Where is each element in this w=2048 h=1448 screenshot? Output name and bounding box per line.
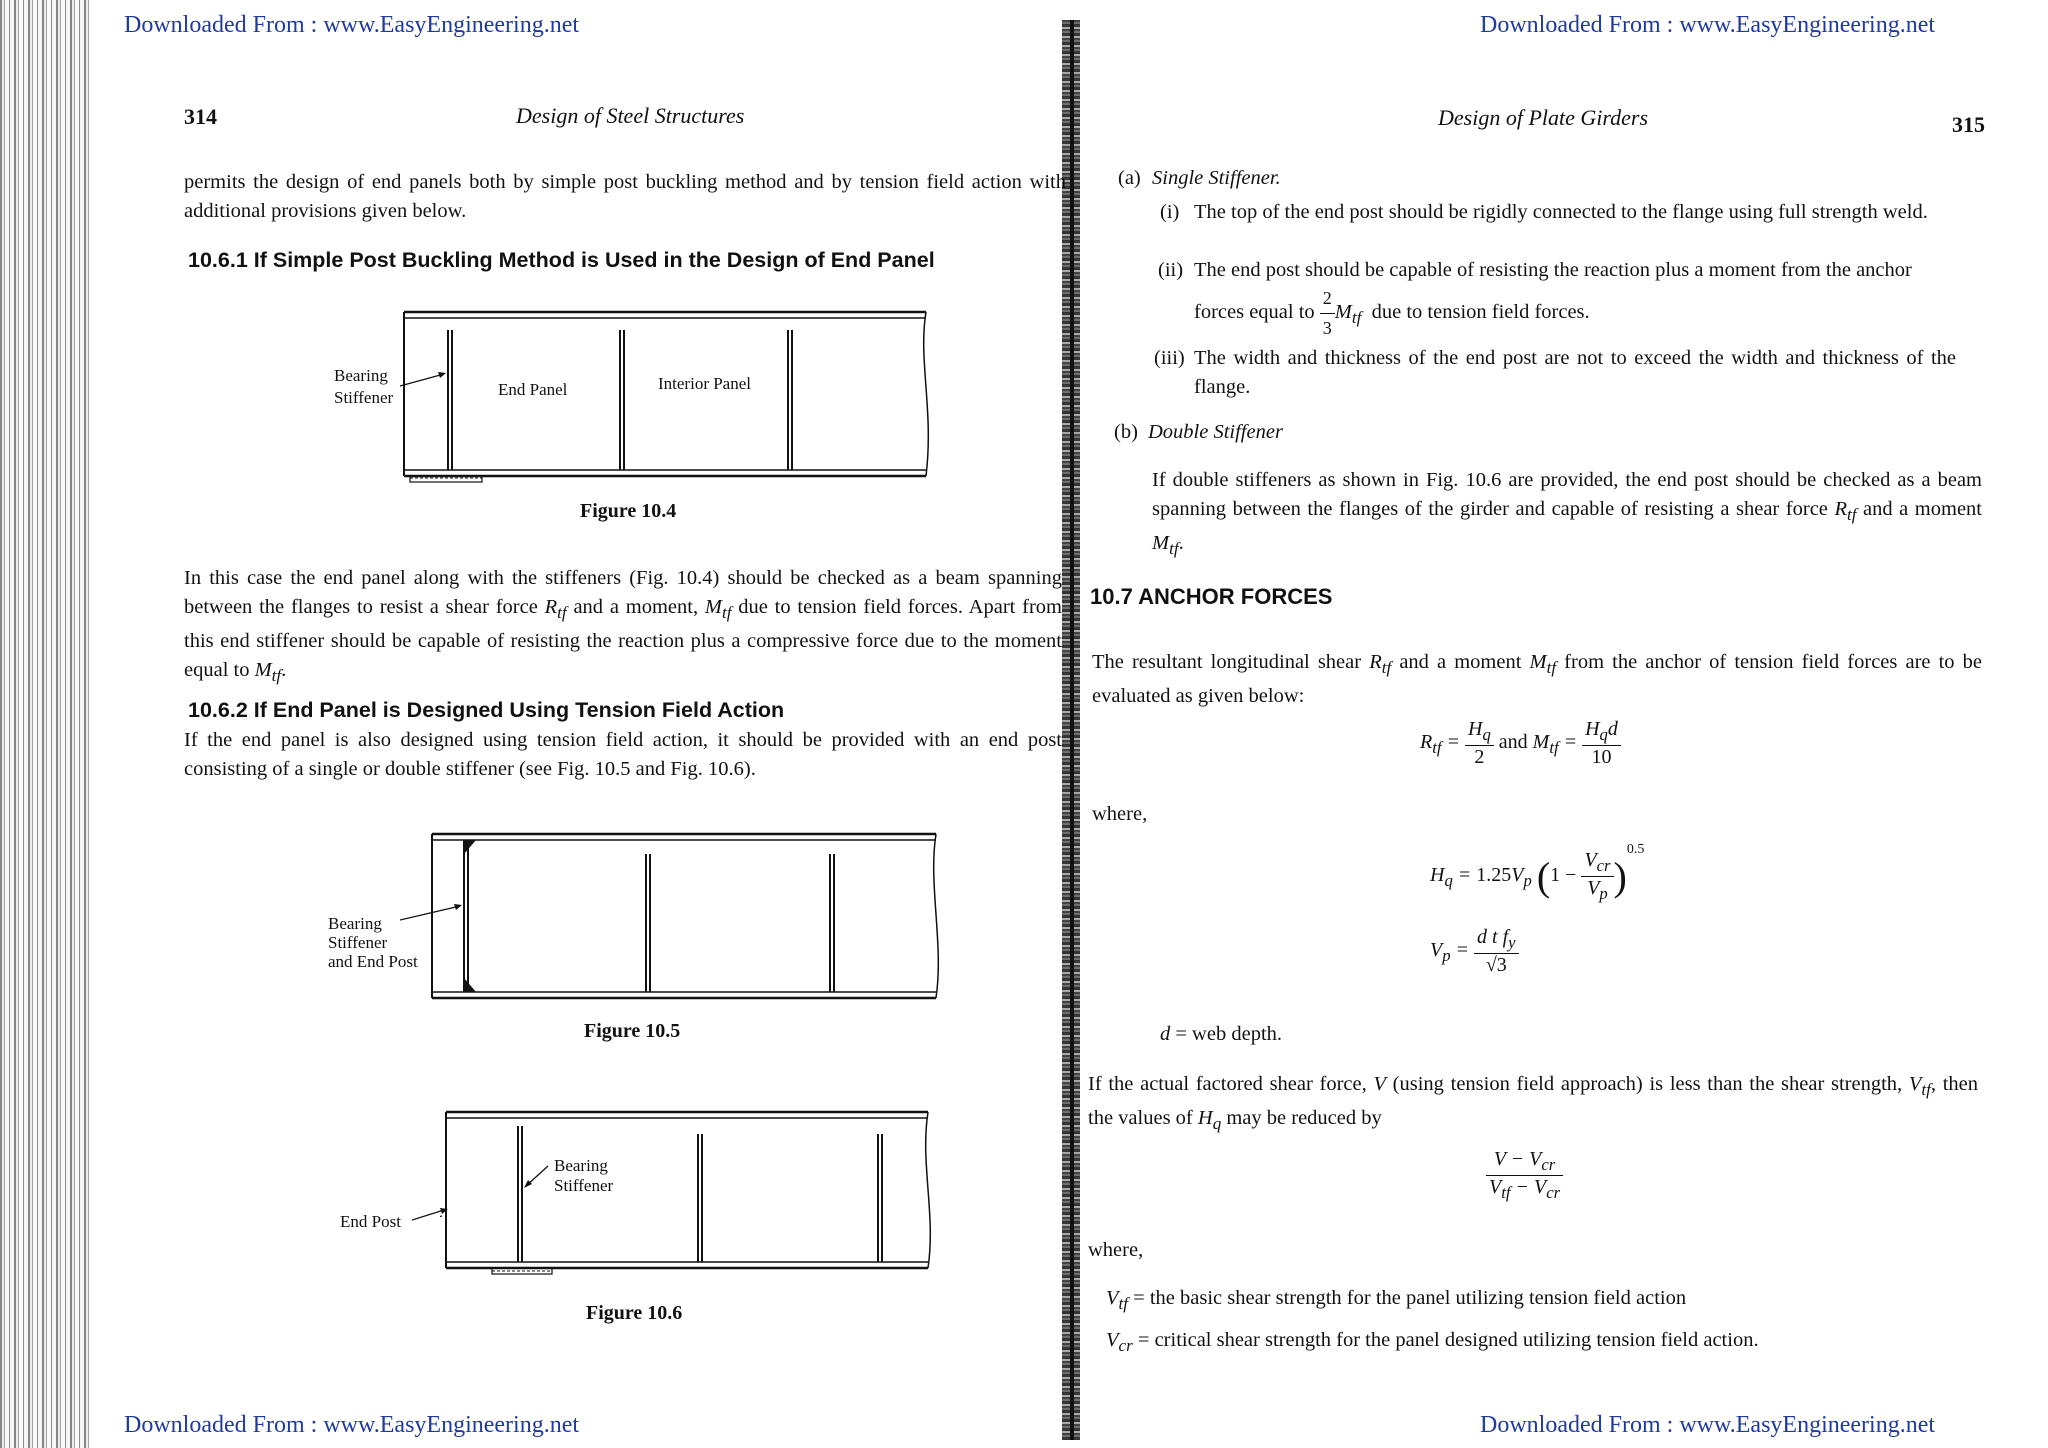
download-banner-top-left[interactable]: Downloaded From : www.EasyEngineering.net (124, 12, 580, 38)
left-paragraph-end-panel-check: In this case the end panel along with the stiffeners (Fig. 10.4) should be checked as a beam spanning between the flanges to resist a shear force $R_{tf}$ and a moment, $M_{tf}$ due to tension field forces. Apart from this end stiffener should be capable of resisting the reaction plus a compressive force due to the moment equal to $M_{tf}$. (184, 567, 1062, 686)
item-i-number: (i) (1160, 201, 1180, 223)
hq-equation: $H_q = 1.25V_p$ (1 − $V_{cr}$ $V_p$ )$^{0.5}$ (1430, 842, 1645, 903)
reduction-factor-equation: $V - V_{cr}$ $V_{tf} - V_{cr}$ (1486, 1148, 1563, 1203)
vp-equation: $V_p$ = $\frac{d t f_y}{√3}$ (1430, 926, 1519, 977)
fig4-label-bearing: Bearing (334, 366, 388, 385)
figure-10-4-diagram (330, 300, 950, 490)
fig6-label-end-post: End Post (340, 1212, 401, 1231)
fig6-label-bearing: Bearing (554, 1156, 608, 1175)
item-ii-formula-line: forces equal to $\frac{2}{3}$ $M_{tf}$ due to tension field forces. (1194, 284, 1590, 343)
left-intro-paragraph: permits the design of end panels both by simple post buckling method and by tension field action with additional provisions given below. (184, 171, 1066, 222)
anchor-force-equation: $R_{tf}$ = $\frac{H_q}{2}$ and $M_{tf}$ = $H_qd$ 10 (1420, 718, 1621, 769)
page-binding-edge (0, 0, 90, 1448)
item-b-title: Double Stiffener (1148, 421, 1283, 443)
item-ii-text: The end post should be capable of resisting the reaction plus a moment from the anchor (1194, 259, 1912, 281)
section-10-6-1-title: 10.6.1 If Simple Post Buckling Method is Used in the Design of End Panel (188, 248, 935, 272)
where-label-1: where, (1092, 803, 1148, 825)
item-b-label: (b) (1114, 421, 1138, 443)
figure-10-6-caption: Figure 10.6 (586, 1302, 683, 1324)
item-iii-text: The width and thickness of the end post are not to exceed the width and thickness of the flange. (1194, 347, 1956, 398)
vtf-definition: $V_{tf}$ = the basic shear strength for the panel utilizing tension field action (1106, 1287, 1687, 1314)
fig6-end-post-arrow (412, 1196, 452, 1236)
left-page-number: 314 (184, 104, 217, 129)
figure-10-5-caption: Figure 10.5 (584, 1020, 681, 1042)
item-iii-number: (iii) (1154, 347, 1185, 369)
double-stiffener-paragraph: If double stiffeners as shown in Fig. 10.6 are provided, the end post should be checked as a beam spanning between the flanges of the girder and capable of resisting a shear force $R_{tf}$ and a moment $M_{tf}$. (1152, 469, 1982, 559)
d-definition: d = web depth. (1160, 1023, 1283, 1045)
left-paragraph-tension-field: If the end panel is also designed using tension field action, it should be provided with an end post consisting of a single or double stiffener (see Fig. 10.5 and Fig. 10.6). (184, 729, 1062, 780)
section-10-6-2-title: 10.6.2 If End Panel is Designed Using Tension Field Action (188, 698, 785, 722)
fig5-label-stiffener: Stiffener (328, 933, 388, 952)
item-a-label: (a) (1118, 167, 1141, 189)
fig5-label-bearing: Bearing (328, 914, 382, 933)
item-a-title: Single Stiffener. (1152, 167, 1281, 189)
spine-line (1070, 20, 1074, 1440)
section-10-7-title: 10.7 ANCHOR FORCES (1090, 584, 1333, 609)
fig4-label-interior-panel: Interior Panel (658, 374, 751, 393)
fig4-label-end-panel: End Panel (498, 380, 568, 399)
item-i-text: The top of the end post should be rigidly connected to the flange using full strength weld. (1194, 201, 1928, 223)
fig4-label-stiffener: Stiffener (334, 388, 394, 407)
vcr-definition: $V_{cr}$ = critical shear strength for the panel designed utilizing tension field action. (1106, 1329, 1759, 1356)
fig5-label-end-post: and End Post (328, 952, 418, 971)
download-banner-bottom-left[interactable]: Downloaded From : www.EasyEngineering.net (124, 1412, 580, 1438)
reduction-paragraph: If the actual factored shear force, V (using tension field approach) is less than the shear strength, $V_{tf}$, then the values of $H_q$ may be reduced by (1088, 1073, 1978, 1134)
fig6-label-stiffener: Stiffener (554, 1176, 614, 1195)
figure-10-6-diagram (440, 1104, 960, 1284)
download-banner-top-right[interactable]: Downloaded From : www.EasyEngineering.net (1480, 12, 1936, 38)
left-running-head: Design of Steel Structures (516, 103, 745, 128)
figure-10-4-caption: Figure 10.4 (580, 500, 677, 522)
item-ii-number: (ii) (1158, 259, 1184, 281)
download-banner-bottom-right[interactable]: Downloaded From : www.EasyEngineering.net (1480, 1412, 1936, 1438)
right-running-head: Design of Plate Girders (1438, 105, 1648, 130)
figure-10-5-diagram (400, 824, 960, 1014)
right-page-number: 315 (1952, 112, 1985, 137)
where-label-2: where, (1088, 1239, 1144, 1261)
anchor-forces-paragraph: The resultant longitudinal shear $R_{tf}$ and a moment $M_{tf}$ from the anchor of tension field forces are to be evaluated as given below: (1092, 651, 1982, 708)
